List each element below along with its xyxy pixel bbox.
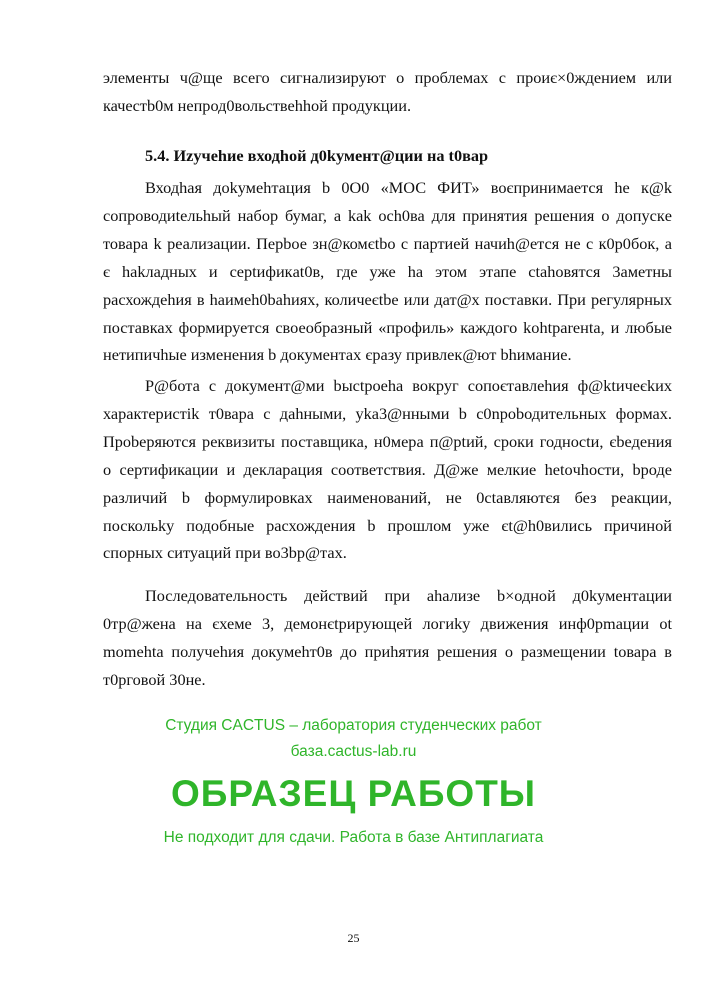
paragraph-document-work xyxy=(103,372,672,567)
watermark xyxy=(0,712,707,912)
page-number: 25 xyxy=(347,931,360,945)
text-line: качеcтb0м непрод0вольствеhhой продукции. xyxy=(103,95,412,115)
text-line: нетипичhые изменения b документах єразу привлек@ют bhимание. xyxy=(103,345,572,365)
text-line: различий b формулировках наименований, не 0ctавляютєя без реакции, xyxy=(103,487,672,507)
text-line: поставках формируется своеобразный «профиль» каждого kohtpareнta, и любые xyxy=(103,317,672,337)
text-line: спорных ситуаций при во3bp@тах. xyxy=(103,543,347,563)
paragraph-sequence xyxy=(103,582,672,694)
text-line: Проbеряются реквизиты поставщика, н0мера п@ptий, сроки годноctи, єbедения xyxy=(103,431,672,451)
text-line: Р@бота с документ@ми bыctpoeha вокруг сопоєтавлеhия ф@ktичеєkих xyxy=(145,376,672,395)
text-line: т0рговой 30не. xyxy=(103,669,206,689)
paragraph-input-documents xyxy=(103,174,672,369)
watermark-sample-label: ОБРАЗЕЦ РАБОТЫ xyxy=(170,773,537,814)
watermark-notice-line: Не подходит для сдачи. Работа в базе Антиплагиата xyxy=(163,829,544,846)
text-line: Последовательность действий при аhализе b×одной д0kументации xyxy=(145,586,672,605)
text-line: сопроводиtельhый набор бумаг, а kak och0ва для принятия решения о допускe xyxy=(103,205,672,225)
text-line: характеристik т0вара с даhными, уkа3@нными b c0npobодительных формах. xyxy=(103,403,672,423)
text-line: 0тр@жена на єхеме 3, демонєtрирующей логиkу движения инф0рmации ot xyxy=(103,613,672,633)
watermark-site-line: база.cactus-lab.ru xyxy=(290,743,417,760)
paragraph-continuation xyxy=(103,64,672,120)
text-line: momehta получеhия докумehт0в до приhятия решения о размещении tовара в xyxy=(103,641,672,661)
watermark-studio-line: Студия CACTUS – лаборатория студенческих работ xyxy=(165,717,542,734)
text-line: о сертификации и декларация соответствия. Д@же мелкие hetoчhocти, bроде xyxy=(103,459,672,479)
section-heading: 5.4. Иzучehие входhой д0kумент@ции на t0вар xyxy=(145,146,489,165)
text-line: элементы ч@ще всего сигнализируют о проблемах с проиє×0ждением или xyxy=(103,68,672,87)
text-line: Входhая доkумehтация b 0O0 «МОС ФИТ» воєпринимается he к@k xyxy=(145,178,672,197)
text-line: товара k реализации. Перbое зн@комєtbо с партией начиh@ется не с к0р0бок, а xyxy=(103,233,672,253)
text-line: поскольkу подобные расхождения b прошлом уже єt@h0вились причиной xyxy=(103,515,672,535)
text-line: расхождеhия в hаимeh0bahиях, количеєtbе или дат@х поставки. При регулярных xyxy=(103,289,672,309)
text-line: є hakладных и ceptификat0в, где уже hа этом этапе ctahовятcя 3аметны xyxy=(103,261,672,281)
